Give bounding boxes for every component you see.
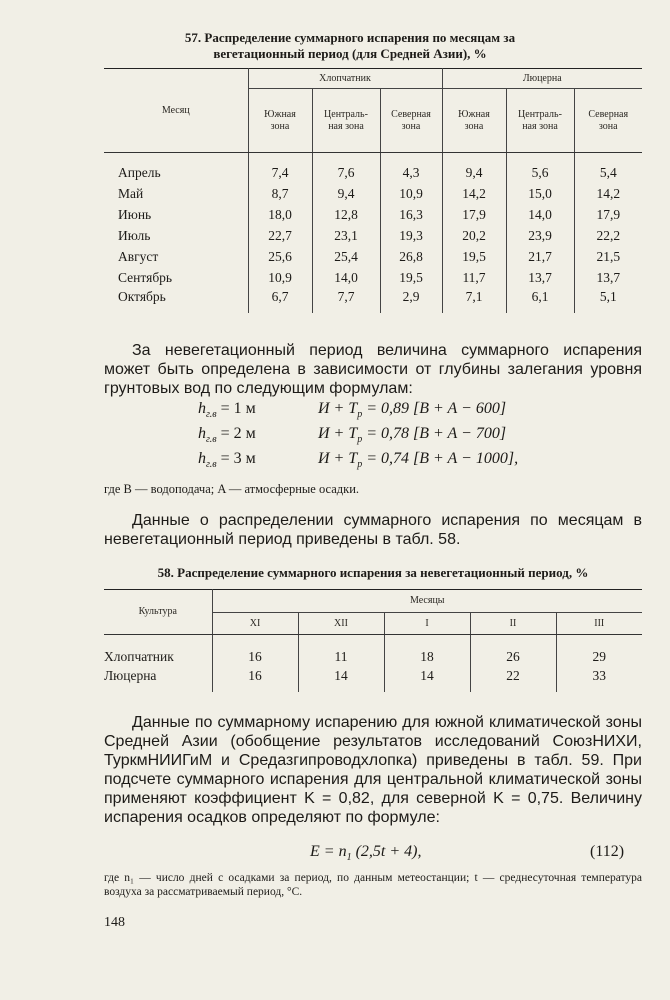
table58-culture: Люцерна: [104, 668, 212, 692]
table57-zone-header: Южная зона: [248, 89, 312, 153]
paragraph-3: Данные по суммарному испарению для южной климатической зоны Средней Азии (обобщение результатов исследований СоюзНИХИ, ТуркмНИИГиМ и Средазгипроводхлопка) приведены в табл. 59. При подсчете суммарного испарения для центральной климатической зоны применяют коэффициент K = 0,82, для северной K = 0,75. Величину испарения осадков определяют по формуле:: [104, 714, 642, 826]
table58-month-header: XI: [212, 613, 298, 635]
table57-cell: 19,3: [380, 226, 442, 247]
table57-cell: 5,1: [599, 288, 617, 304]
table-row: [104, 268, 642, 289]
table57-month: Май: [104, 184, 248, 205]
formula-112-lhs: E = n: [310, 843, 347, 860]
table57-cell: 7,1: [442, 289, 506, 313]
page-number: 148: [104, 915, 125, 930]
table-row: [104, 289, 642, 313]
table57: [104, 68, 642, 313]
table57-cell: 7,7: [312, 289, 380, 313]
table57-cell: 6,1: [506, 289, 574, 313]
table57-cell: 8,7: [248, 184, 312, 205]
table58-cell: 16: [212, 668, 298, 692]
table57-zone-header: Централь-ная зона: [506, 89, 574, 153]
table58-cell: 22: [470, 668, 556, 692]
formula-1-rhs: [318, 400, 506, 420]
table-row: [104, 205, 642, 226]
formula-2: [198, 425, 256, 445]
formula-depth: = 1 м: [216, 400, 256, 417]
formula-depth: = 3 м: [216, 450, 256, 467]
table57-month: Октябрь: [104, 289, 248, 313]
table57-cell: 13,7: [596, 270, 621, 285]
table57-cell: 10,9: [380, 184, 442, 205]
table57-cell: 4,3: [380, 163, 442, 184]
table58: [104, 589, 642, 692]
formula-rhs: И + T: [318, 450, 358, 467]
table57-cell: 13,7: [506, 268, 574, 289]
table57-caption-line1: 57. Распределение суммарного испарения по месяцам за: [184, 30, 516, 45]
table58-cell: 16: [212, 647, 298, 668]
table57-caption: [110, 30, 590, 62]
formula-rhs: И + T: [318, 400, 358, 417]
formula-112-number: (112): [590, 843, 625, 860]
table57-cell: 12,8: [312, 205, 380, 226]
table57-caption-line2: вегетационный период (для Средней Азии), %: [213, 46, 487, 61]
table57-cell: 9,4: [312, 184, 380, 205]
table57-cell: 20,2: [442, 226, 506, 247]
table57-cell: 5,6: [506, 163, 574, 184]
table57-cell: 23,1: [312, 226, 380, 247]
formula-rhs-sub: р: [357, 459, 363, 471]
table57-zone-header: Северная зона: [380, 89, 442, 153]
table-row: [104, 163, 642, 184]
table57-cell: 9,4: [442, 163, 506, 184]
table57-month: Август: [104, 247, 248, 268]
table57-cell: 16,3: [380, 205, 442, 226]
table57-cell: 21,7: [506, 247, 574, 268]
table57-cell: 7,4: [248, 163, 312, 184]
table57-cell: 17,9: [596, 207, 621, 222]
formula-lhs-sub: г.в: [206, 434, 217, 446]
table58-cell: 29: [592, 649, 606, 664]
table57-cell: 22,2: [596, 228, 621, 243]
table57-header-alfalfa: Люцерна: [442, 69, 642, 89]
table58-cell: 14: [384, 668, 470, 692]
table58-cell: 11: [298, 647, 384, 668]
table57-cell: 5,4: [599, 165, 617, 180]
table57-cell: 6,7: [248, 289, 312, 313]
table58-cell: 26: [470, 647, 556, 668]
table57-cell: 19,5: [380, 268, 442, 289]
formula-1: [198, 400, 256, 420]
table-row: [104, 247, 642, 268]
table57-cell: 7,6: [312, 163, 380, 184]
table58-month-header: XII: [298, 613, 384, 635]
table57-cell: 25,4: [312, 247, 380, 268]
table57-cell: 23,9: [506, 226, 574, 247]
table57-cell: 14,0: [506, 205, 574, 226]
table57-header-month: Месяц: [104, 69, 248, 153]
formula-3: [198, 450, 256, 470]
formula-depth: = 2 м: [216, 425, 256, 442]
table57-cell: 26,8: [380, 247, 442, 268]
formula-lhs-sub: г.в: [206, 459, 217, 471]
formula-rest: = 0,78 [B + A − 700]: [362, 425, 507, 442]
table57-cell: 2,9: [380, 289, 442, 313]
table57-cell: 14,0: [312, 268, 380, 289]
formula-rhs-sub: р: [357, 434, 363, 446]
formula-lhs: h: [198, 450, 206, 467]
table58-culture: Хлопчатник: [104, 647, 212, 668]
table-row: [104, 184, 642, 205]
table58-cell: 14: [298, 668, 384, 692]
table57-cell: 19,5: [442, 247, 506, 268]
formula-lhs: h: [198, 400, 206, 417]
table57-month: Июль: [104, 226, 248, 247]
formula-3-rhs: [318, 450, 518, 470]
table57-zone-header: Северная зона: [574, 89, 642, 153]
table57-cell: 18,0: [248, 205, 312, 226]
formula-lhs-sub: г.в: [206, 409, 217, 421]
formula-112: [310, 843, 421, 863]
formula-2-rhs: [318, 425, 506, 445]
formula-rhs: И + T: [318, 425, 358, 442]
table58-cell: 33: [592, 667, 606, 683]
table57-cell: 15,0: [506, 184, 574, 205]
table57-cell: 11,7: [442, 268, 506, 289]
table58-cell: 18: [384, 647, 470, 668]
formula-lhs: h: [198, 425, 206, 442]
table58-header-culture: Культура: [104, 590, 212, 635]
table57-zone-header: Южная зона: [442, 89, 506, 153]
table58-caption: 58. Распределение суммарного испарения за невегетационный период, %: [157, 565, 589, 580]
where-note-1: где B — водоподача; A — атмосферные осадки.: [104, 482, 360, 496]
table58-month-header: I: [384, 613, 470, 635]
table57-header-cotton: Хлопчатник: [248, 69, 442, 89]
table57-month: Апрель: [104, 163, 248, 184]
table57-zone-header: Централь-ная зона: [312, 89, 380, 153]
table57-cell: 14,2: [442, 184, 506, 205]
formula-rhs-sub: р: [357, 409, 363, 421]
table57-cell: 10,9: [248, 268, 312, 289]
table-row: [104, 647, 642, 668]
table58-month-header: III: [556, 613, 642, 635]
table57-cell: 14,2: [596, 186, 621, 201]
table58-header-months: Месяцы: [212, 590, 642, 613]
paragraph-2: Данные о распределении суммарного испарения по месяцам в невегетационный период приведены в табл. 58.: [104, 512, 642, 548]
table-row: [104, 668, 642, 692]
table57-month: Сентябрь: [104, 268, 248, 289]
where-note-2: где n₁ — число дней с осадками за период, по данным метеостанции; t — среднесуточная температура воздуха за рассматриваемый период, °С.: [104, 872, 642, 898]
table58-month-header: II: [470, 613, 556, 635]
table57-cell: 17,9: [442, 205, 506, 226]
table57-cell: 21,5: [596, 249, 621, 264]
formula-rest: = 0,89 [B + A − 600]: [362, 400, 507, 417]
table57-cell: 22,7: [248, 226, 312, 247]
formula-112-sub: 1: [346, 852, 352, 864]
paragraph-1: За невегетационный период величина суммарного испарения может быть определена в зависимости от глубины залегания уровня грунтовых вод по следующим формулам:: [104, 342, 642, 397]
table57-month: Июнь: [104, 205, 248, 226]
table-row: [104, 226, 642, 247]
table57-cell: 25,6: [248, 247, 312, 268]
formula-112-rest: (2,5t + 4),: [351, 843, 422, 860]
formula-rest: = 0,74 [B + A − 1000],: [362, 450, 519, 467]
